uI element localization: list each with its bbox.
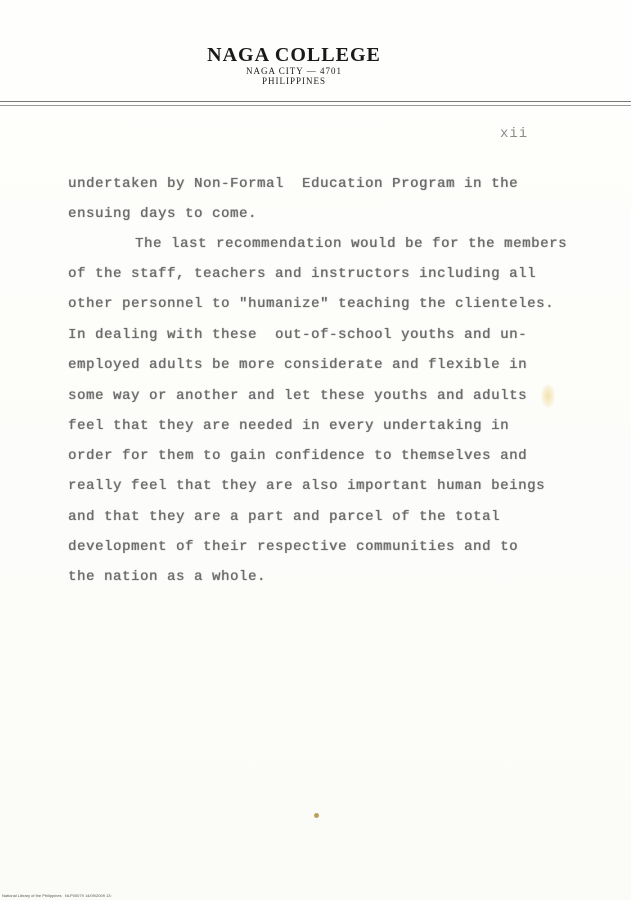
body-line: and that they are a part and parcel of the total [68,509,501,525]
institution-name: NAGA COLLEGE [207,44,381,66]
body-line: development of their respective communities and to [68,539,519,555]
body-line: some way or another and let these youths and adults [68,388,528,404]
body-line: really feel that they are also important human beings [68,478,546,494]
paper-stain [541,384,555,408]
letterhead-rule-top [0,101,631,102]
institution-country: PHILIPPINES [261,76,326,86]
archive-watermark: National Library of the Philippines NLP00079 14/09/2009 13: [2,893,112,898]
body-line: employed adults be more considerate and flexible in [68,357,528,373]
body-line: The last recommendation would be for the members [90,236,568,252]
body-line: the nation as a whole. [68,569,267,585]
body-line: ensuing days to come. [68,206,258,222]
body-line: order for them to gain confidence to themselves and [68,448,528,464]
body-line: other personnel to "humanize" teaching the clienteles. [68,296,555,312]
institution-city: NAGA CITY — 4701 [246,66,342,76]
letterhead-rule-bottom [0,105,631,106]
body-line: In dealing with these out-of-school youths and un- [68,327,528,343]
body-line: feel that they are needed in every undertaking in [68,418,510,434]
body-line: of the staff, teachers and instructors including all [68,266,537,282]
page-number: xii [500,126,529,142]
body-line: undertaken by Non-Formal Education Program in the [68,176,519,192]
paper-spot [314,813,319,818]
